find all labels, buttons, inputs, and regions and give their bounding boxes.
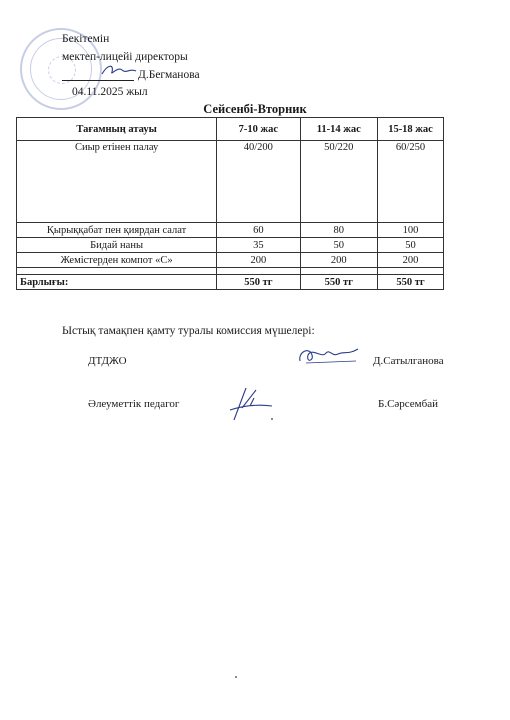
total-15-18: 550 тг [378, 275, 444, 290]
portion-7-10: 200 [217, 253, 300, 268]
speck [235, 676, 237, 678]
dish-name: Жемістерден компот «С» [17, 253, 217, 268]
total-7-10: 550 тг [217, 275, 300, 290]
member-role: Әлеуметтік педагог [88, 398, 180, 410]
dish-name: Қырыққабат пен қиярдан салат [17, 223, 217, 238]
empty-cell [300, 268, 378, 275]
portion-7-10: 60 [217, 223, 300, 238]
member-signature [296, 343, 362, 367]
portion-7-10: 35 [217, 238, 300, 253]
empty-cell [217, 268, 300, 275]
portion-15-18: 200 [378, 253, 444, 268]
member-name: Б.Сәрсембай [378, 398, 439, 410]
portion-11-14: 200 [300, 253, 378, 268]
member-signature [228, 384, 274, 424]
table-total-row [17, 275, 444, 290]
dish-name: Бидай наны [17, 238, 217, 253]
table-header-row [17, 118, 444, 141]
director-name: Д.Бегманова [138, 69, 200, 81]
header-dish-name: Тағамның атауы [17, 118, 217, 141]
approval-heading: Бекітемін [62, 33, 110, 45]
portion-7-10: 40/200 [217, 141, 300, 223]
portion-15-18: 100 [378, 223, 444, 238]
portion-15-18: 60/250 [378, 141, 444, 223]
header-age-15-18: 15-18 жас [378, 118, 444, 141]
table-row [17, 141, 444, 223]
director-signature [100, 62, 140, 78]
empty-cell [17, 268, 217, 275]
menu-title: Сейсенбі-Вторник [203, 102, 307, 116]
menu-table [16, 117, 444, 290]
table-row [17, 253, 444, 268]
portion-11-14: 50 [300, 238, 378, 253]
table-row [17, 223, 444, 238]
portion-11-14: 80 [300, 223, 378, 238]
member-role: ДТДЖО [88, 355, 127, 367]
member-name: Д.Сатылганова [373, 355, 444, 367]
commission-heading: Ыстық тамақпен қамту туралы комиссия мүшелері: [62, 325, 315, 337]
dish-name: Сиыр етінен палау [17, 141, 217, 223]
approval-date: 04.11.2025 жыл [72, 86, 148, 98]
total-11-14: 550 тг [300, 275, 378, 290]
table-row [17, 238, 444, 253]
table-empty-row [17, 268, 444, 275]
header-age-11-14: 11-14 жас [300, 118, 378, 141]
approval-position: мектеп-лицейі директоры [62, 51, 188, 63]
speck [271, 418, 273, 420]
total-label: Барлығы: [17, 275, 217, 290]
empty-cell [378, 268, 444, 275]
portion-11-14: 50/220 [300, 141, 378, 223]
header-age-7-10: 7-10 жас [217, 118, 300, 141]
portion-15-18: 50 [378, 238, 444, 253]
